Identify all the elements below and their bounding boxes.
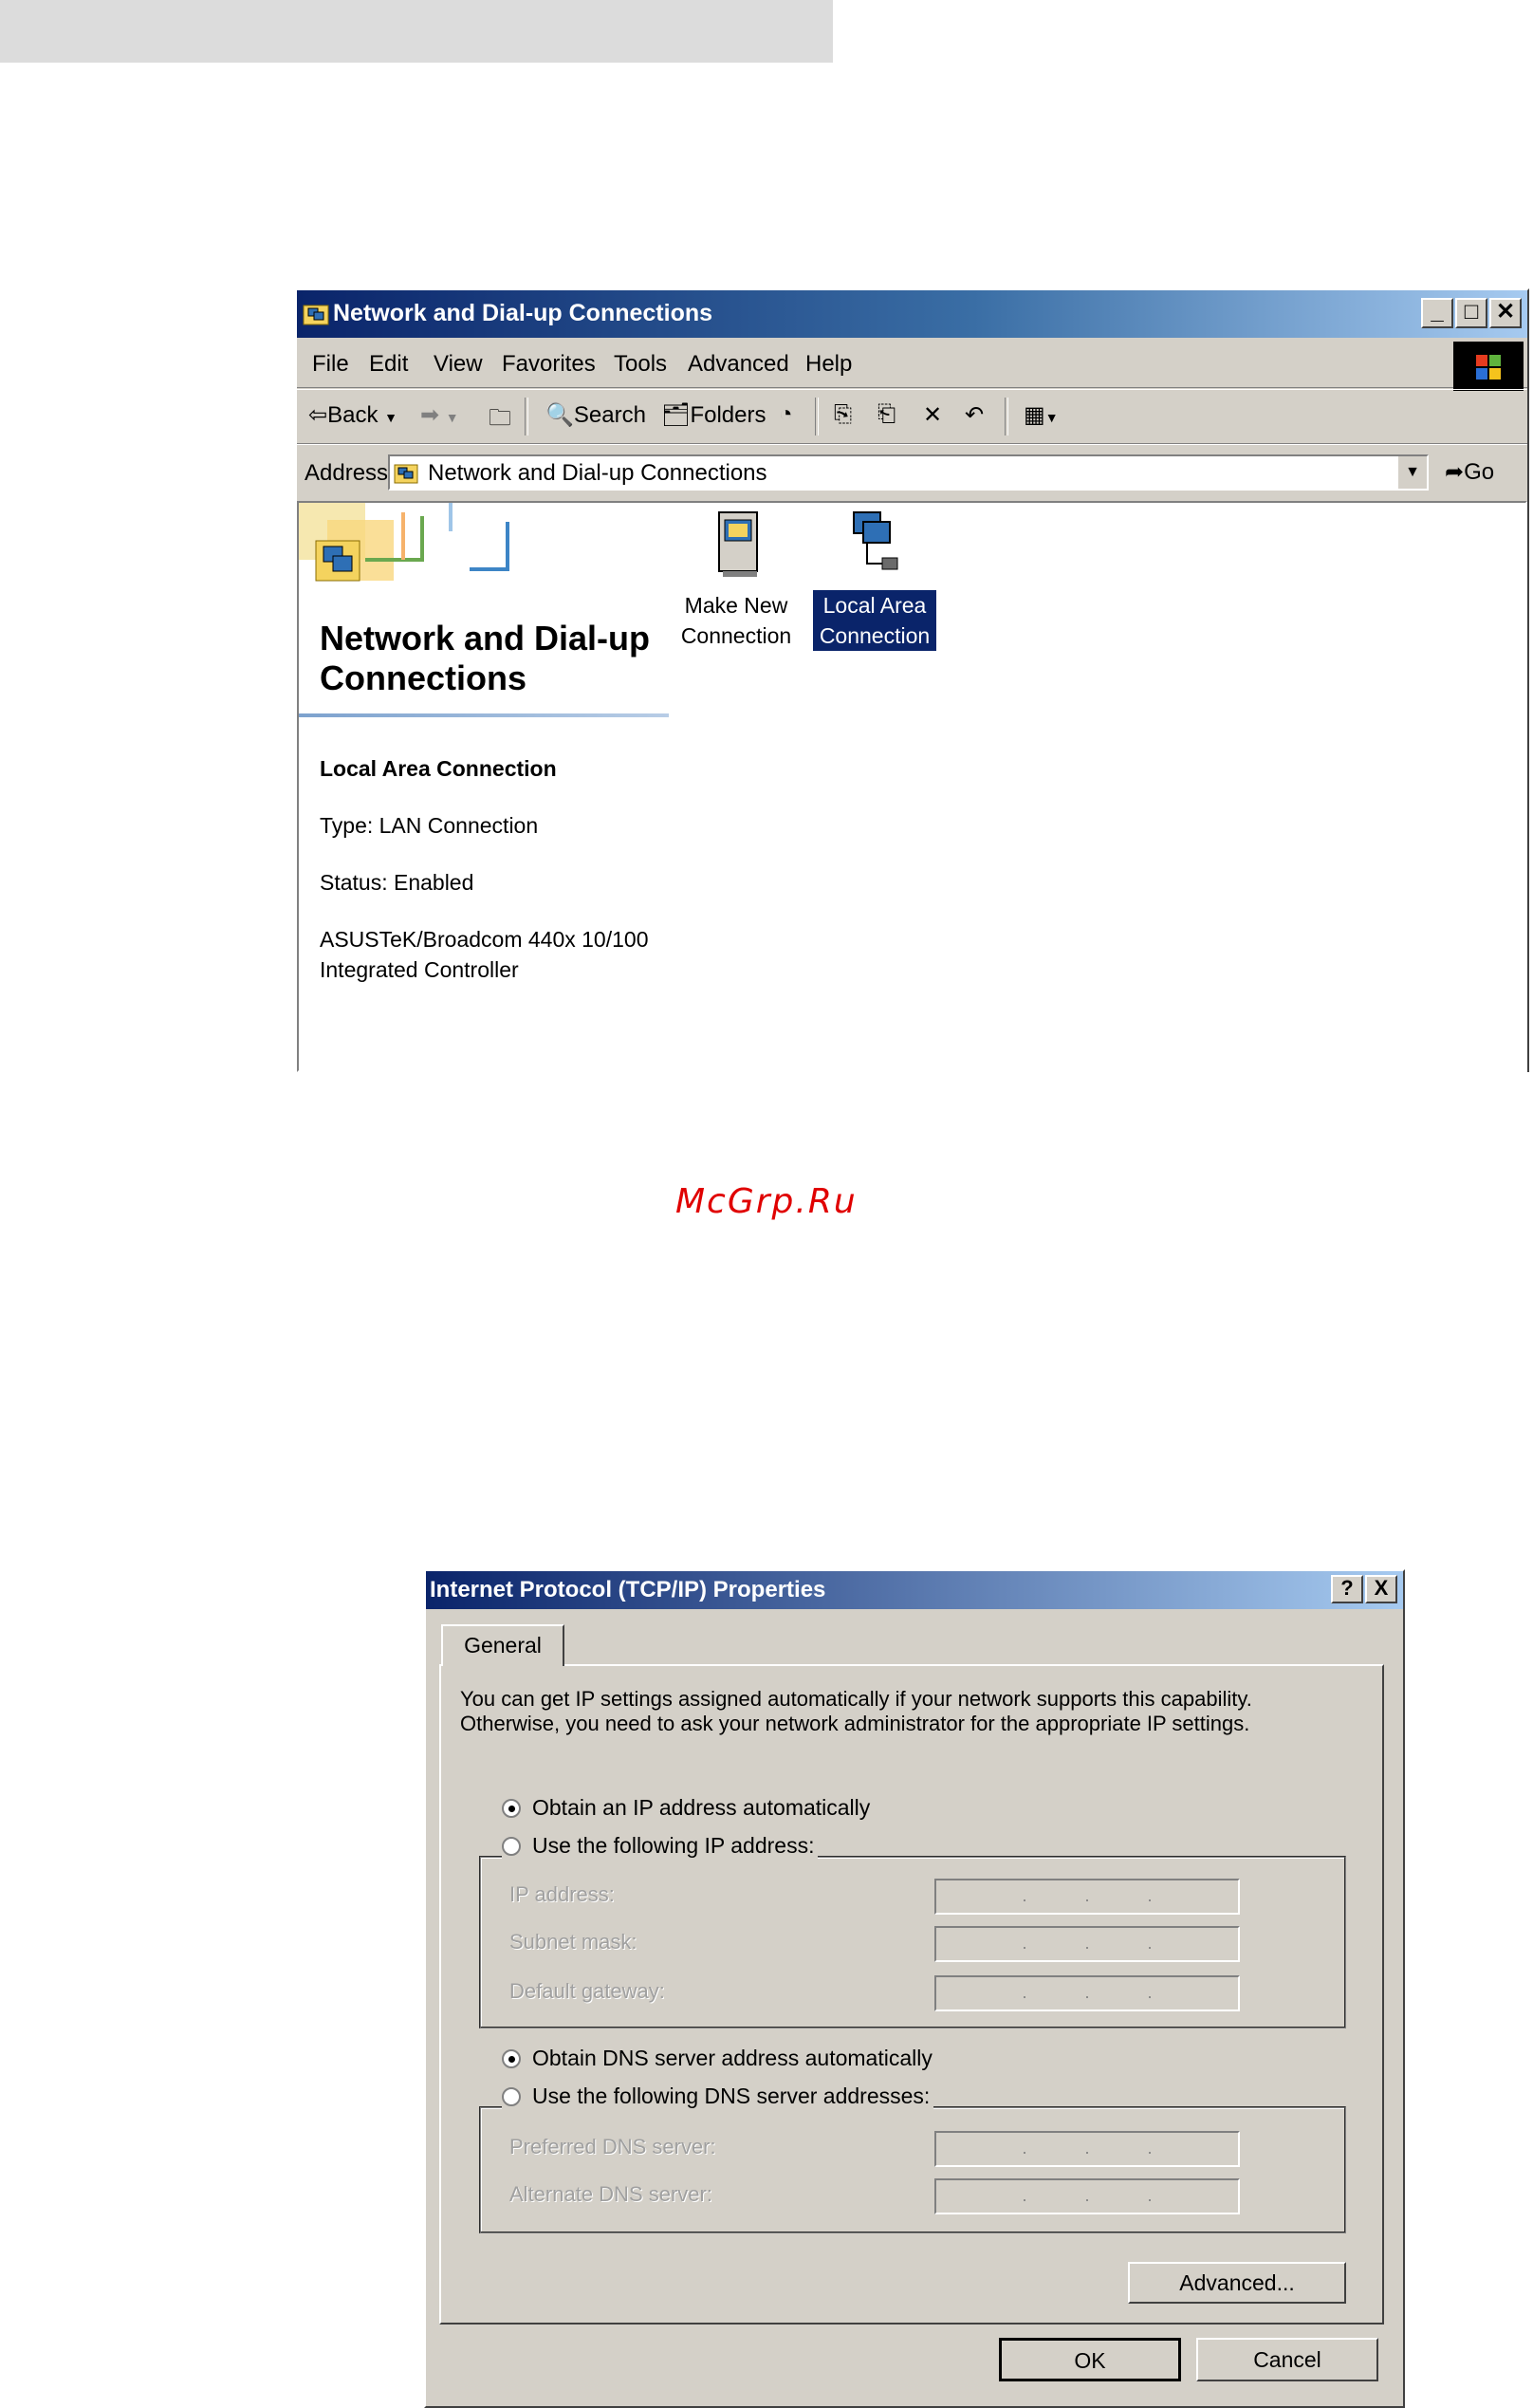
radio-obtain-ip-auto[interactable]: Obtain an IP address automatically <box>502 1795 874 1821</box>
maximize-button[interactable]: □ <box>1455 298 1487 328</box>
selected-item-device: ASUSTeK/Broadcom 440x 10/100 Integrated Controller <box>320 927 649 982</box>
ip-address-field: . . . <box>934 1879 1240 1915</box>
radio-unselected-icon <box>502 2087 521 2106</box>
delete-icon: ✕ <box>923 402 943 428</box>
radio-selected-icon <box>502 2049 521 2068</box>
alternate-dns-label: Alternate DNS server: <box>509 2182 712 2206</box>
cancel-button[interactable]: Cancel <box>1196 2338 1378 2381</box>
preferred-dns-field: . . . <box>934 2131 1240 2167</box>
icon-label: Make New Connection <box>680 593 792 648</box>
radio-use-following-dns[interactable]: Use the following DNS server addresses: <box>502 2084 933 2109</box>
selected-item-status: Status: Enabled <box>320 870 474 895</box>
ok-button[interactable]: OK <box>999 2338 1181 2381</box>
ip-address-label: IP address: <box>509 1882 615 1906</box>
icon-label: Local Area Connection <box>813 590 936 651</box>
undo-icon: ↶ <box>965 402 985 428</box>
history-icon: ◔ <box>779 401 793 427</box>
history-button[interactable] <box>779 401 793 428</box>
folders-button[interactable]: 🗂Folders <box>661 402 766 428</box>
back-arrow-icon: ⇦ <box>308 402 328 428</box>
network-connections-window <box>295 288 1529 1072</box>
intro-text: You can get IP settings assigned automatically if your network supports this capability. Otherwise, you need to ask your network administrator for the appropriate IP settings. <box>460 1687 1252 1735</box>
window-title: Network and Dial-up Connections <box>333 300 713 326</box>
title-bar[interactable] <box>297 290 1527 338</box>
move-to-icon: ⎘ <box>834 401 853 427</box>
preferred-dns-label: Preferred DNS server: <box>509 2135 716 2158</box>
menu-favorites[interactable]: Favorites <box>502 351 596 377</box>
windows-logo-icon <box>1453 342 1524 391</box>
back-button[interactable]: ⇦Back ▼ <box>308 402 397 428</box>
search-button[interactable]: 🔍Search <box>545 402 646 428</box>
watermark-text: McGrp.Ru <box>675 1182 858 1221</box>
tab-general[interactable]: General <box>441 1624 564 1666</box>
folders-icon: 🗂 <box>661 402 691 428</box>
views-button[interactable] <box>1024 401 1059 429</box>
folder-content-area <box>297 501 1527 1072</box>
address-value: Network and Dial-up Connections <box>428 460 767 486</box>
up-folder-button[interactable] <box>489 401 511 440</box>
default-gateway-label: Default gateway: <box>509 1979 665 2003</box>
toolbar-separator <box>815 398 819 435</box>
local-area-connection-item[interactable] <box>813 509 936 651</box>
address-dropdown-button[interactable] <box>1396 456 1427 489</box>
menu-view[interactable]: View <box>434 351 483 377</box>
address-input[interactable] <box>388 454 1429 491</box>
network-folder-icon <box>303 300 329 326</box>
radio-use-following-ip[interactable]: Use the following IP address: <box>502 1833 818 1859</box>
search-icon: 🔍 <box>545 402 574 428</box>
make-new-connection-item[interactable] <box>674 509 798 651</box>
menu-file[interactable]: File <box>312 351 349 377</box>
network-folder-icon <box>394 460 418 485</box>
advanced-button[interactable]: Advanced... <box>1128 2262 1346 2304</box>
copy-to-button[interactable] <box>877 401 896 428</box>
address-label: Address <box>305 460 389 486</box>
chevron-down-icon: ▼ <box>384 410 397 425</box>
menu-advanced[interactable]: Advanced <box>688 351 789 377</box>
radio-selected-icon <box>502 1799 521 1818</box>
undo-button[interactable] <box>965 401 984 429</box>
selected-item-type: Type: LAN Connection <box>320 813 539 838</box>
chevron-down-icon: ▼ <box>1044 410 1059 425</box>
standard-toolbar <box>297 389 1527 444</box>
go-button[interactable]: ➦Go <box>1445 459 1495 485</box>
menu-edit[interactable]: Edit <box>369 351 409 377</box>
chevron-down-icon: ▼ <box>1405 464 1420 480</box>
subnet-mask-label: Subnet mask: <box>509 1930 637 1954</box>
tcpip-properties-dialog <box>424 1569 1405 2408</box>
dialog-title-bar[interactable] <box>426 1571 1403 1609</box>
views-icon: ▦ <box>1024 402 1045 428</box>
delete-button[interactable] <box>923 401 942 429</box>
make-new-connection-icon <box>708 509 765 583</box>
forward-button[interactable] <box>420 401 459 429</box>
top-gray-strip <box>0 0 833 63</box>
lan-connection-icon <box>846 509 903 583</box>
webview-banner <box>299 503 669 712</box>
go-arrow-icon: ➦ <box>1445 459 1465 485</box>
alternate-dns-field: . . . <box>934 2178 1240 2214</box>
page-heading: Network and Dial-up Connections <box>320 619 651 697</box>
address-bar <box>297 444 1527 500</box>
radio-obtain-dns-auto[interactable]: Obtain DNS server address automatically <box>502 2046 936 2071</box>
minimize-button[interactable]: _ <box>1421 298 1453 328</box>
menu-tools[interactable]: Tools <box>614 351 668 377</box>
toolbar-separator <box>525 398 528 435</box>
forward-arrow-icon: ➡ <box>420 402 440 428</box>
selected-item-name: Local Area Connection <box>320 756 557 781</box>
move-to-button[interactable] <box>834 401 852 428</box>
up-folder-icon: 🗀 <box>489 405 511 431</box>
chevron-down-icon: ▼ <box>445 410 459 425</box>
help-button[interactable]: ? <box>1331 1575 1363 1603</box>
default-gateway-field: . . . <box>934 1975 1240 2011</box>
dialog-title: Internet Protocol (TCP/IP) Properties <box>430 1577 826 1602</box>
close-button[interactable]: ✕ <box>1489 298 1522 328</box>
toolbar-separator <box>1005 398 1008 435</box>
heading-divider <box>299 713 669 717</box>
close-button[interactable]: X <box>1365 1575 1397 1603</box>
radio-unselected-icon <box>502 1837 521 1856</box>
subnet-mask-field: . . . <box>934 1926 1240 1962</box>
copy-to-icon: ⎗ <box>877 401 896 427</box>
menu-help[interactable]: Help <box>805 351 853 377</box>
menu-bar <box>297 340 1527 388</box>
